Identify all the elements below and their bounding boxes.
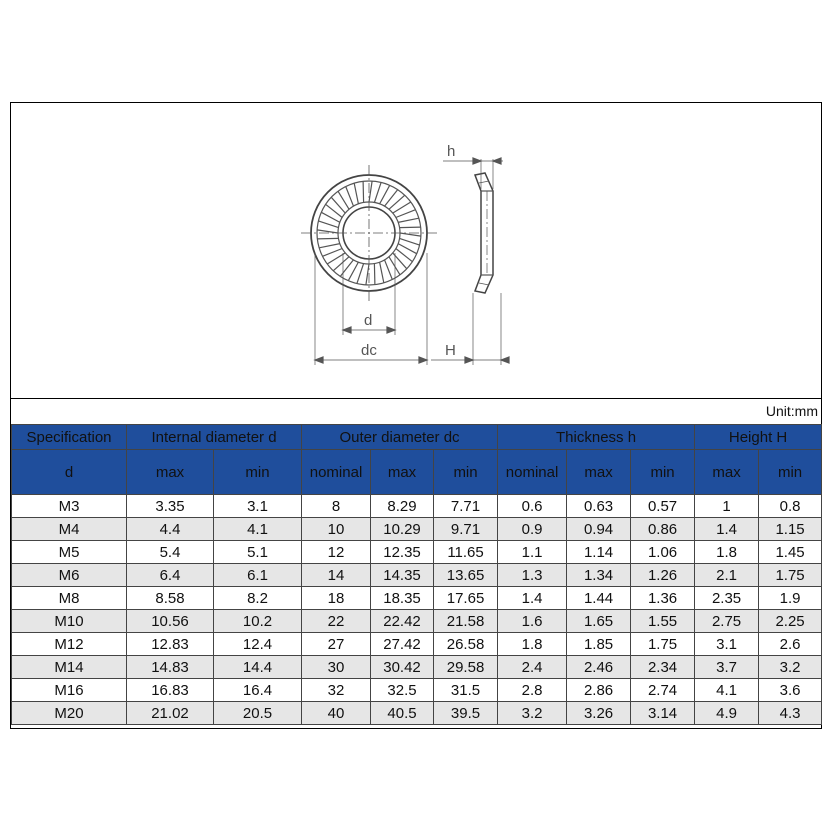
sub-header-row — [12, 450, 822, 495]
washer-technical-drawing — [11, 103, 821, 399]
serration-line — [319, 244, 340, 248]
value-cell: 2.34 — [631, 656, 695, 679]
value-cell: 1.9 — [759, 587, 822, 610]
serration-line — [317, 230, 338, 233]
value-cell: 8.29 — [371, 495, 434, 518]
value-cell: 14.4 — [214, 656, 302, 679]
spec-cell: M4 — [12, 518, 127, 541]
value-cell: 16.4 — [214, 679, 302, 702]
value-cell: 4.9 — [695, 702, 759, 725]
value-cell: 30.42 — [371, 656, 434, 679]
serration-line — [317, 238, 338, 239]
table-row — [12, 495, 822, 518]
value-cell: 3.35 — [127, 495, 214, 518]
value-cell: 3.7 — [695, 656, 759, 679]
subheader-cell: max — [567, 450, 631, 495]
value-cell: 39.5 — [434, 702, 498, 725]
value-cell: 21.02 — [127, 702, 214, 725]
subheader-cell: min — [214, 450, 302, 495]
value-cell: 18 — [302, 587, 371, 610]
value-cell: 1.26 — [631, 564, 695, 587]
table-row — [12, 610, 822, 633]
value-cell: 1.8 — [695, 541, 759, 564]
value-cell: 1.14 — [567, 541, 631, 564]
serration-line — [318, 221, 338, 228]
serration-line — [385, 260, 393, 280]
value-cell: 13.65 — [434, 564, 498, 587]
value-cell: 1.75 — [759, 564, 822, 587]
value-cell: 4.1 — [214, 518, 302, 541]
value-cell: 4.1 — [695, 679, 759, 702]
value-cell: 3.14 — [631, 702, 695, 725]
header-internal-diameter: Internal diameter d — [127, 425, 302, 450]
value-cell: 0.86 — [631, 518, 695, 541]
value-cell: 17.65 — [434, 587, 498, 610]
value-cell: 1.8 — [498, 633, 567, 656]
value-cell: 12.4 — [214, 633, 302, 656]
value-cell: 40.5 — [371, 702, 434, 725]
header-outer-diameter: Outer diameter dc — [302, 425, 498, 450]
value-cell: 1.15 — [759, 518, 822, 541]
serration-line — [374, 182, 381, 202]
value-cell: 8.2 — [214, 587, 302, 610]
value-cell: 14 — [302, 564, 371, 587]
table-body — [12, 495, 822, 725]
value-cell: 1.4 — [498, 587, 567, 610]
spec-cell: M5 — [12, 541, 127, 564]
subheader-cell: nominal — [498, 450, 567, 495]
value-cell: 4.4 — [127, 518, 214, 541]
table-row — [12, 633, 822, 656]
value-cell: 2.1 — [695, 564, 759, 587]
spec-cell: M20 — [12, 702, 127, 725]
value-cell: 4.3 — [759, 702, 822, 725]
value-cell: 27.42 — [371, 633, 434, 656]
serration-line — [346, 187, 354, 207]
table-row — [12, 541, 822, 564]
value-cell: 1.85 — [567, 633, 631, 656]
spec-cell: M8 — [12, 587, 127, 610]
value-cell: 1.6 — [498, 610, 567, 633]
value-cell: 12 — [302, 541, 371, 564]
value-cell: 18.35 — [371, 587, 434, 610]
value-cell: 1.65 — [567, 610, 631, 633]
table-row — [12, 702, 822, 725]
value-cell: 14.83 — [127, 656, 214, 679]
subheader-cell: min — [434, 450, 498, 495]
value-cell: 0.6 — [498, 495, 567, 518]
value-cell: 9.71 — [434, 518, 498, 541]
value-cell: 6.1 — [214, 564, 302, 587]
value-cell: 1.1 — [498, 541, 567, 564]
value-cell: 5.1 — [214, 541, 302, 564]
value-cell: 1.55 — [631, 610, 695, 633]
value-cell: 0.63 — [567, 495, 631, 518]
serration-line — [369, 181, 372, 202]
subheader-cell: min — [631, 450, 695, 495]
value-cell: 6.4 — [127, 564, 214, 587]
subheader-cell: max — [371, 450, 434, 495]
serration-line — [400, 238, 420, 245]
header-thickness: Thickness h — [498, 425, 695, 450]
value-cell: 2.86 — [567, 679, 631, 702]
label-h-top: h — [447, 143, 456, 160]
serration-line — [357, 264, 364, 284]
value-cell: 10.56 — [127, 610, 214, 633]
value-cell: 2.6 — [759, 633, 822, 656]
value-cell: 12.83 — [127, 633, 214, 656]
label-d: d — [364, 312, 373, 329]
value-cell: 22 — [302, 610, 371, 633]
value-cell: 1.06 — [631, 541, 695, 564]
value-cell: 2.46 — [567, 656, 631, 679]
value-cell: 1.3 — [498, 564, 567, 587]
value-cell: 10.2 — [214, 610, 302, 633]
value-cell: 1.75 — [631, 633, 695, 656]
value-cell: 0.8 — [759, 495, 822, 518]
subheader-cell: max — [695, 450, 759, 495]
spec-table — [11, 424, 822, 725]
serration-line — [398, 218, 419, 222]
value-cell: 2.74 — [631, 679, 695, 702]
serration-line — [380, 262, 384, 283]
serration-line — [396, 210, 416, 218]
spec-cell: M12 — [12, 633, 127, 656]
serration-line — [400, 233, 421, 236]
value-cell: 10 — [302, 518, 371, 541]
subheader-cell: min — [759, 450, 822, 495]
washer-drawing-svg — [11, 103, 821, 398]
value-cell: 22.42 — [371, 610, 434, 633]
value-cell: 2.4 — [498, 656, 567, 679]
table-row — [12, 587, 822, 610]
value-cell: 12.35 — [371, 541, 434, 564]
serration-line — [354, 183, 358, 204]
value-cell: 32 — [302, 679, 371, 702]
header-height: Height H — [695, 425, 822, 450]
group-header-row — [12, 425, 822, 450]
serration-line — [323, 249, 343, 257]
value-cell: 1.45 — [759, 541, 822, 564]
header-specification: Specification — [12, 425, 127, 450]
spec-cell: M3 — [12, 495, 127, 518]
unit-label: Unit:mm — [765, 403, 818, 419]
value-cell: 2.35 — [695, 587, 759, 610]
value-cell: 1.34 — [567, 564, 631, 587]
spec-cell: M16 — [12, 679, 127, 702]
value-cell: 3.1 — [214, 495, 302, 518]
serration-line — [374, 264, 375, 285]
value-cell: 5.4 — [127, 541, 214, 564]
table-row — [12, 656, 822, 679]
value-cell: 1.4 — [695, 518, 759, 541]
value-cell: 8 — [302, 495, 371, 518]
table-row — [12, 564, 822, 587]
value-cell: 1 — [695, 495, 759, 518]
value-cell: 3.6 — [759, 679, 822, 702]
value-cell: 1.44 — [567, 587, 631, 610]
value-cell: 29.58 — [434, 656, 498, 679]
value-cell: 11.65 — [434, 541, 498, 564]
serration-line — [400, 227, 421, 228]
value-cell: 26.58 — [434, 633, 498, 656]
table-row — [12, 679, 822, 702]
spec-cell: M10 — [12, 610, 127, 633]
value-cell: 2.8 — [498, 679, 567, 702]
value-cell: 3.2 — [498, 702, 567, 725]
value-cell: 14.35 — [371, 564, 434, 587]
value-cell: 30 — [302, 656, 371, 679]
spec-cell: M14 — [12, 656, 127, 679]
value-cell: 8.58 — [127, 587, 214, 610]
label-dc: dc — [361, 342, 377, 359]
value-cell: 31.5 — [434, 679, 498, 702]
value-cell: 10.29 — [371, 518, 434, 541]
value-cell: 2.75 — [695, 610, 759, 633]
value-cell: 0.9 — [498, 518, 567, 541]
subheader-cell: max — [127, 450, 214, 495]
value-cell: 20.5 — [214, 702, 302, 725]
value-cell: 16.83 — [127, 679, 214, 702]
value-cell: 2.25 — [759, 610, 822, 633]
subheader-cell: d — [12, 450, 127, 495]
value-cell: 3.1 — [695, 633, 759, 656]
value-cell: 27 — [302, 633, 371, 656]
value-cell: 32.5 — [371, 679, 434, 702]
value-cell: 0.94 — [567, 518, 631, 541]
value-cell: 1.36 — [631, 587, 695, 610]
spec-cell: M6 — [12, 564, 127, 587]
value-cell: 21.58 — [434, 610, 498, 633]
value-cell: 3.2 — [759, 656, 822, 679]
value-cell: 3.26 — [567, 702, 631, 725]
label-H: H — [445, 342, 456, 359]
serration-line — [363, 181, 364, 202]
serration-line — [366, 264, 369, 285]
table-row — [12, 518, 822, 541]
value-cell: 0.57 — [631, 495, 695, 518]
spec-sheet — [10, 102, 822, 729]
subheader-cell: nominal — [302, 450, 371, 495]
value-cell: 7.71 — [434, 495, 498, 518]
value-cell: 40 — [302, 702, 371, 725]
